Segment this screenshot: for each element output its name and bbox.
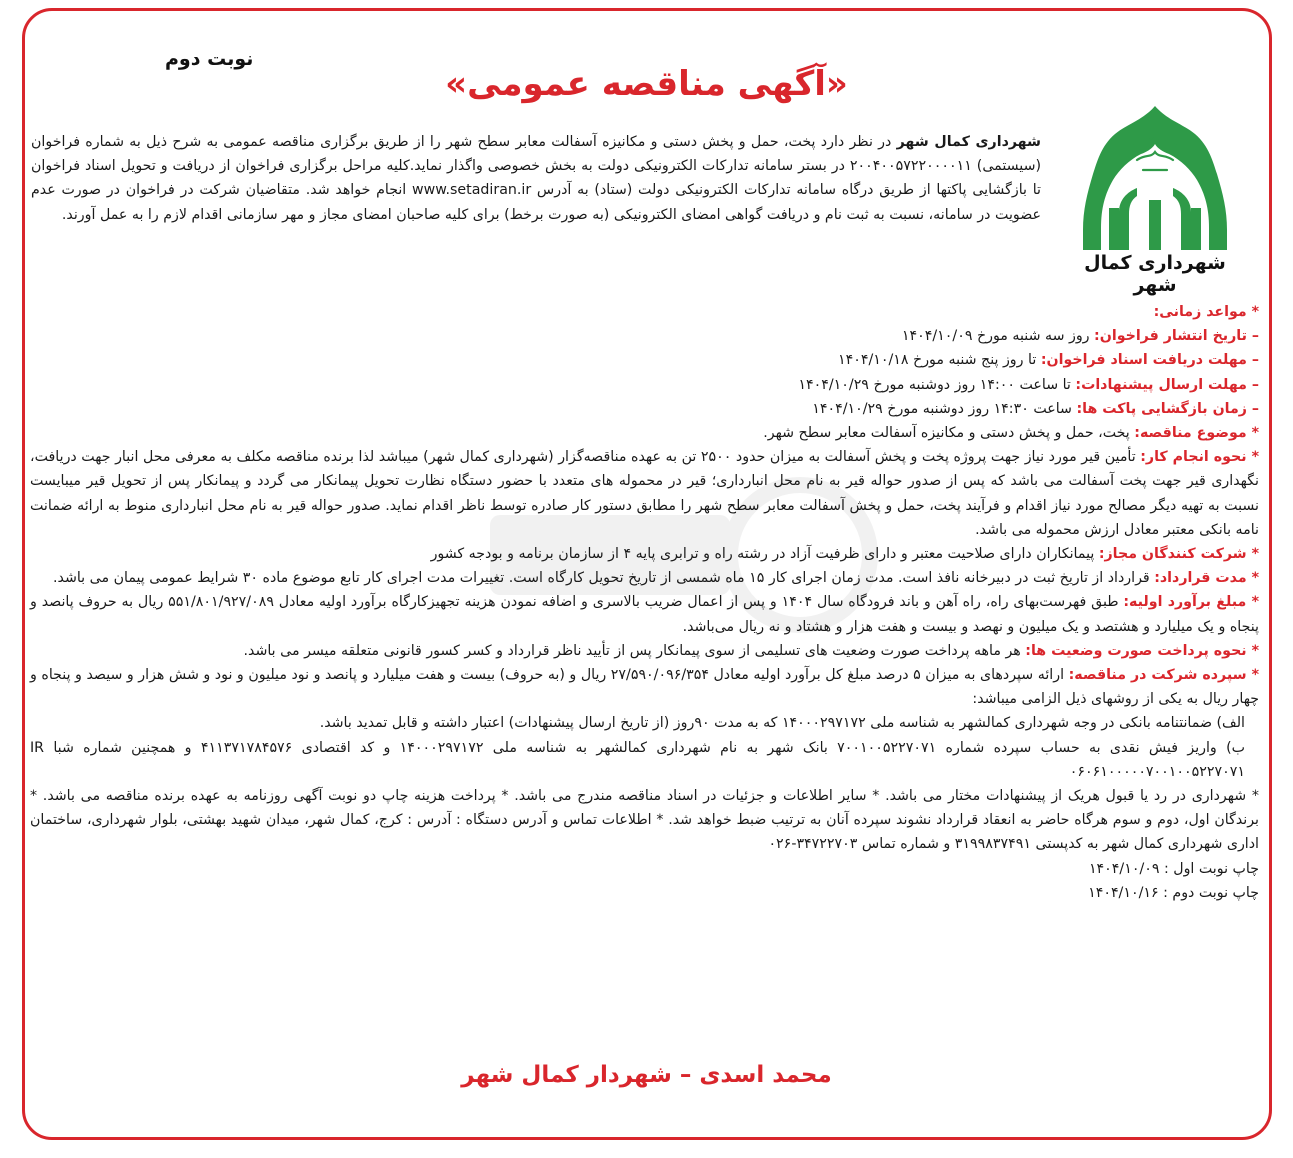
logo-caption: شهرداری کمال شهر [1084,252,1226,296]
section-estimate: * مبلغ برآورد اولیه: طبق فهرست‌بهای راه، راه آهن و باند فرودگاه سال ۱۴۰۴ و پس از اعمال ضریب بالاسری و اضافه نمودن هزینه تجهیزکارگاه برآورد اولیه معادل ۵۵۱/۸۰۱/۹۲۷/۰۸۹ ریال به حروف پانصد و پنجاه و یک میلیارد و هشتصد و یک میلیون و نهصد و بیست و هفت هزار و هشتاد و نه ریال می‌باشد. [30,594,1259,635]
section-submit-deadline: – مهلت ارسال پیشنهادات: تا ساعت ۱۴:۰۰ روز دوشنبه مورخ ۱۴۰۴/۱۰/۲۹ [798,376,1259,393]
section-label: – مهلت ارسال پیشنهادات: [1075,376,1259,393]
print-date-second: چاپ نوبت دوم : ۱۴۰۴/۱۰/۱۶ [1088,884,1259,901]
section-label: – تاریخ انتشار فراخوان: [1094,328,1259,345]
intro-text: در نظر دارد پخت، حمل و پخش دستی و مکانیزه آسفالت معابر سطح شهر را از طریق برگزاری مناقصه عمومی به شرح ذیل به شماره فراخوان (سیستمی) ۲۰۰۴۰۰۵۷۲۲۰۰۰۰۱۱ در بستر سامانه تدارکات الکترونیکی دولت به بخش خصوصی واگذار نماید.کلیه مراحل برگزاری فراخوان از دریافت و تحویل اسناد فراخوان تا بازگشایی پاکتها از طریق درگاه سامانه تدارکات الکترونیکی دولت (ستاد) به آدرس www.setadiran.ir انجام خواهد شد. متقاضیان شرکت در فراخوان در صورت عدم عضویت در سامانه، نسبت به ثبت نام و دریافت گواهی امضای الکترونیکی (به صورت برخط) برای کلیه صاحبان امضای مجاز و مهر سازمانی اقدام لازم را به عمل آورند. [31,134,1041,223]
print-date-first: چاپ نوبت اول : ۱۴۰۴/۱۰/۰۹ [1088,860,1259,877]
section-opening-time: – زمان بازگشایی پاکت ها: ساعت ۱۴:۳۰ روز دوشنبه مورخ ۱۴۰۴/۱۰/۲۹ [812,400,1259,417]
section-label: * شرکت کنندگان مجاز: [1098,546,1259,563]
section-label: * مبلغ برآورد اولیه: [1123,594,1259,611]
section-label: * نحوه پرداخت صورت وضعیت ها: [1025,642,1259,659]
section-label: * سپرده شرکت در مناقصه: [1068,667,1259,684]
section-doc-deadline: – مهلت دریافت اسناد فراخوان: تا روز پنج شنبه مورخ ۱۴۰۴/۱۰/۱۸ [838,352,1259,369]
notice-title: «آگهی مناقصه عمومی» [445,64,848,104]
section-subject: * موضوع مناقصه: پخت، حمل و پخش دستی و مکانیزه آسفالت معابر سطح شهر. [763,425,1259,442]
notice-details [30,300,1259,905]
section-label: * مدت قرارداد: [1154,570,1259,587]
section-label: * مواعد زمانی: [1153,304,1259,320]
section-publish-date: – تاریخ انتشار فراخوان: روز سه شنبه مورخ ۱۴۰۴/۱۰/۰۹ [901,328,1259,345]
section-payment: * نحوه پرداخت صورت وضعیت ها: هر ماهه پرداخت صورت وضعیت های تسلیمی از سوی پیمانکار پس از تأیید ناظر قرارداد و کسر کسور قانونی متعلقه میسر می باشد. [243,642,1259,659]
section-label: – زمان بازگشایی پاکت ها: [1076,400,1259,417]
section-deadlines [30,300,1259,324]
section-label: * نحوه انجام کار: [1140,449,1259,466]
deposit-option-a: الف) ضمانتنامه بانکی در وجه شهرداری کمالشهر به شناسه ملی ۱۴۰۰۰۲۹۷۱۷۲ که به مدت ۹۰روز (از تاریخ ارسال پیشنهادات) اعتبار داشته و قابل تمدید باشد. [319,715,1245,732]
intro-organization: شهرداری کمال شهر [896,134,1041,150]
deposit-option-b: ب) واریز فیش نقدی به حساب سپرده شماره ۷۰۰۱۰۰۵۲۲۷۰۷۱ بانک شهر به نام شهرداری کمالشهر به شناسه ملی ۱۴۰۰۰۲۹۷۱۷۲ و کد اقتصادی ۴۱۱۳۷۱۷۸۴۵۷۶ و همچنین شماره شبا IR ۰۶۰۶۱۰۰۰۰۰۷۰۰۱۰۰۵۲۲۷۰۷۱ [30,739,1245,780]
mayor-signature: محمد اسدی – شهردار کمال شهر [461,1062,832,1088]
section-label: * موضوع مناقصه: [1134,425,1259,442]
section-eligible-bidders: * شرکت کنندگان مجاز: پیمانکاران دارای صلاحیت معتبر و دارای ظرفیت آزاد در رشته راه و ترابری پایه ۴ از سازمان برنامه و بودجه کشور [430,546,1259,563]
edition-label: نوبت دوم [165,48,254,70]
section-deposit: * سپرده شرکت در مناقصه: ارائه سپردهای به میزان ۵ درصد مبلغ کل برآورد اولیه معادل ۲۷/۵۹۰/۰۹۶/۳۵۴ ریال و (به حروف) بیست و هفت میلیارد و پانصد و نود میلیون و نود و شش هزار و سیصد و پنجاه و چهار ریال به یکی از روشهای ذیل الزامی میباشد: [30,667,1259,708]
section-label: – مهلت دریافت اسناد فراخوان: [1040,352,1259,369]
section-work-method: * نحوه انجام کار: تأمین قیر مورد نیاز جهت پروژه پخت و پخش آسفالت به میزان حدود ۲۵۰۰ تن به عهده مناقصه‌گزار (شهرداری کمال شهر) میباشد لذا برنده مناقصه مکلف به معرفی محل انبار جهت دریافت، نگهداری قیر جهت پخت آسفالت می باشد که پس از صدور حواله قیر به نام محل انبارداری؛ قیر در محموله های متعدد با حضور دستگاه نظارت تحویل پیمانکار می گردد و پیمانکار پس از تحویل قیر میبایست نسبت به تهیه دیگر مصالح مورد نیاز اقدام و فرآیند پخت، حمل و پخش آسفالت معابر سطح شهر را مطابق دستور کار صادره توسط ناظر اقدام نماید. صدور حواله قیر به نام محل انبارداری منوط به ارائه ضمانت نامه بانکی معتبر معادل ارزش محموله می باشد. [30,449,1259,538]
section-contract-duration: * مدت قرارداد: قرارداد از تاریخ ثبت در دبیرخانه نافذ است. مدت زمان اجرای کار ۱۵ ماه شمسی از تاریخ تحویل کارگاه است. تغییرات مدت اجرای کار تابع موضوع ماده ۳۰ شرایط عمومی پیمان می باشد. [53,570,1259,587]
intro-paragraph [31,130,1041,227]
general-notes: * شهرداری در رد یا قبول هریک از پیشنهادات مختار می باشد. * سایر اطلاعات و جزئیات در اسناد مناقصه مندرج می باشد. * پرداخت هزینه چاپ دو نوبت آگهی روزنامه به عهده برنده مناقصه می باشد. * برندگان اول، دوم و سوم هرگاه حاضر به انعقاد قرارداد نشوند سپرده آنان به ترتیب ضبط خواهد شد. * اطلاعات تماس و آدرس دستگاه : آدرس : کرج، کمال شهر، میدان شهید بهشتی، بلوار شهرداری، ساختمان اداری شهرداری کمال شهر به کدپستی ۳۱۹۹۸۳۷۴۹۱ و شماره تماس ۳۴۷۲۲۷۰۳-۰۲۶ [30,788,1259,853]
